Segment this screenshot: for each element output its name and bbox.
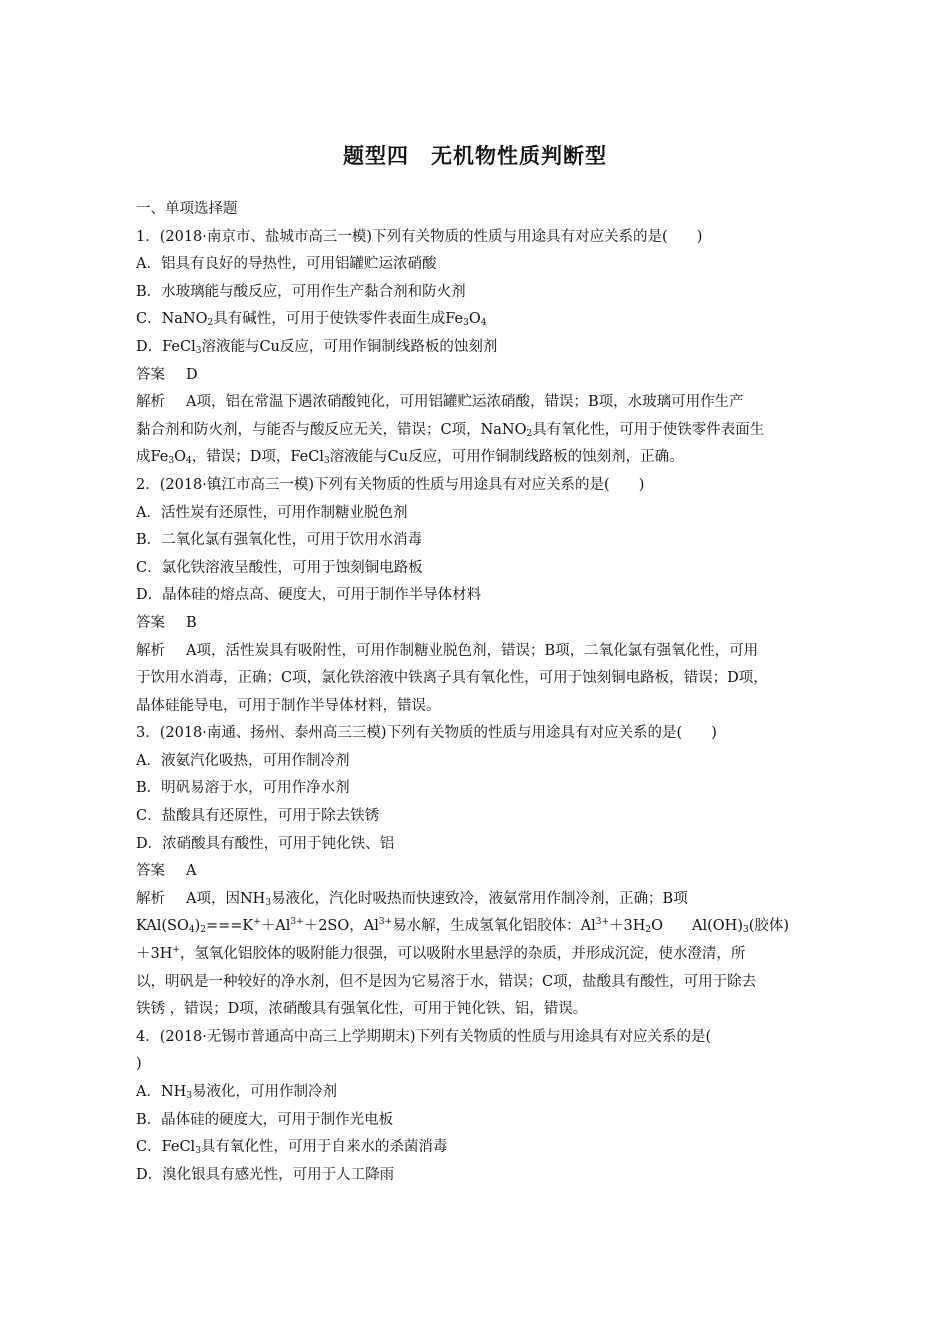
question-2-explanation-line-2: 于饮用水消毒，正确；C项，氯化铁溶液中铁离子具有氧化性，可用于蚀刻铜电路板，错误；D项，: [136, 670, 768, 687]
question-2-option-a: A．活性炭有还原性，可用作制糖业脱色剂: [136, 504, 408, 521]
question-1-explanation-line-3: 成$Fe_3O_4$，错误；D项，FeCl$_3$溶液能与Cu反应，可用作铜制线路板的蚀刻剂，正确。: [136, 449, 684, 467]
question-4-option-b: B．晶体硅的硬度大，可用于制作光电板: [136, 1111, 394, 1128]
explanation-label: 解析: [136, 642, 165, 659]
question-3-option-c: C．盐酸具有还原性，可用于除去铁锈: [136, 808, 380, 825]
question-3-answer: [136, 858, 816, 886]
question-2-option-c: C．氯化铁溶液呈酸性，可用于蚀刻铜电路板: [136, 559, 423, 576]
answer-value: D: [186, 366, 198, 383]
page-title: [0, 140, 950, 170]
question-1-stem: 1．(2018·南京市、盐城市高三一模)下列有关物质的性质与用途具有对应关系的是( ): [136, 228, 703, 245]
question-2-explanation-line-1: 解析 A项，活性炭具有吸附性，可用作制糖业脱色剂，错误；B项，二氧化氯有强氧化性，可用: [136, 638, 816, 666]
answer-label: 答案: [136, 863, 165, 880]
question-2-explanation-line-3: 晶体硅能导电，可用于制作半导体材料，错误。: [136, 697, 441, 714]
question-3-option-b: B．明矾易溶于水，可用作净水剂: [136, 780, 350, 797]
answer-label: 答案: [136, 366, 165, 383]
question-3-explanation-line-1: 解析 A项，因$NH_3$易液化，汽化时吸热而快速致冷，液氨常用作制冷剂，正确；B项: [136, 886, 816, 914]
document-body: [136, 196, 816, 1189]
question-2-answer: [136, 610, 816, 638]
question-1-option-d: D．FeCl$_3$溶液能与Cu反应，可用作铜制线路板的蚀刻剂: [136, 338, 498, 356]
question-3-explanation-line-2: $KAl(SO_4)_2===K^++Al^{3+}+2SO$，$Al^{3+}$易水解，生成氢氧化铝胶体：$Al^{3+}+3H_2O$ $Al(OH)_3$(胶体): [136, 917, 790, 936]
title-part-1: 题型四: [343, 144, 409, 168]
answer-value: B: [186, 614, 197, 631]
explanation-label: 解析: [136, 890, 165, 907]
question-4-option-c: C．FeCl$_3$具有氧化性，可用于自来水的杀菌消毒: [136, 1139, 448, 1157]
section-heading: 一、单项选择题: [136, 201, 238, 217]
question-1-option-c: C．NaNO$_2$具有碱性，可用于使铁零件表面生成$Fe_3O_4$: [136, 311, 487, 329]
question-3-explanation-line-3: ＋3H+，氢氧化铝胶体的吸附能力很强，可以吸附水里悬浮的杂质，并形成沉淀，使水澄清，所: [136, 945, 746, 963]
question-4-stem-line-2: ): [136, 1056, 142, 1073]
question-3-option-a: A．液氨汽化吸热，可用作制冷剂: [136, 752, 350, 769]
question-4-stem-line-1: 4．(2018·无锡市普通高中高三上学期期末)下列有关物质的性质与用途具有对应关系的是(: [136, 1028, 712, 1045]
answer-label: 答案: [136, 614, 165, 631]
question-3-explanation-line-4: 以，明矾是一种较好的净水剂，但不是因为它易溶于水，错误；C项，盐酸具有酸性，可用于除去: [136, 973, 757, 990]
explanation-label: 解析: [136, 394, 165, 411]
question-4-option-a: A．$NH_3$易液化，可用作制冷剂: [136, 1084, 338, 1101]
question-3-stem: 3．(2018·南通、扬州、泰州高三三模)下列有关物质的性质与用途具有对应关系的是( ): [136, 725, 717, 742]
title-part-2: 无机物性质判断型: [431, 144, 607, 168]
question-3-explanation-line-5: 铁锈 ，错误；D项，浓硝酸具有强氧化性，可用于钝化铁、铝，错误。: [136, 1001, 588, 1018]
question-2-option-b: B．二氧化氯有强氧化性，可用于饮用水消毒: [136, 532, 423, 549]
question-2-stem: 2．(2018·镇江市高三一模)下列有关物质的性质与用途具有对应关系的是( ): [136, 476, 645, 493]
question-1-answer: [136, 362, 816, 390]
question-4-option-d: D．溴化银具有感光性，可用于人工降雨: [136, 1166, 395, 1183]
answer-value: A: [186, 863, 197, 880]
question-1-option-a: A．铝具有良好的导热性，可用铝罐贮运浓硝酸: [136, 256, 437, 273]
question-1-option-b: B．水玻璃能与酸反应，可用作生产黏合剂和防火剂: [136, 283, 466, 300]
question-1-explanation-line-1: 解析 A项，铝在常温下遇浓硝酸钝化，可用铝罐贮运浓硝酸，错误；B项，水玻璃可用作生产: [136, 389, 816, 417]
question-3-option-d: D．浓硝酸具有酸性，可用于钝化铁、铝: [136, 835, 395, 852]
question-2-option-d: D．晶体硅的熔点高、硬度大，可用于制作半导体材料: [136, 587, 482, 604]
question-1-explanation-line-2: 黏合剂和防火剂，与能否与酸反应无关，错误；C项，NaNO$_2$具有氧化性，可用于使铁零件表面生: [136, 421, 765, 439]
